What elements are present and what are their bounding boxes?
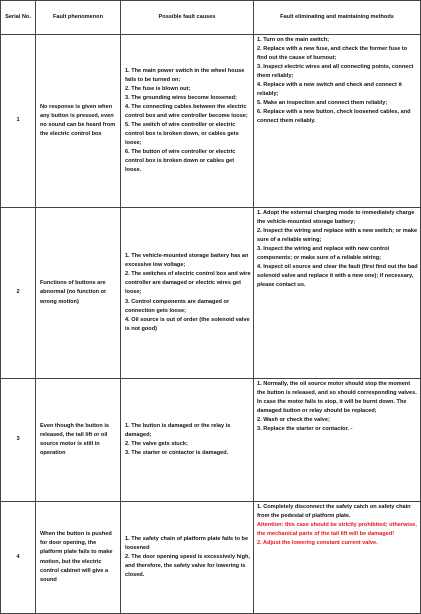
- causes-cell: [121, 35, 254, 208]
- method-item-warning: 2. Adjust the lowering constant current valve.: [257, 540, 378, 547]
- serial-cell: 1: [1, 35, 36, 208]
- method-item: 4. Replace with a new switch and check and connect it reliably;: [257, 82, 402, 98]
- serial-cell: 4: [1, 502, 36, 614]
- cause-item: 4. The connecting cables between the electric control box and wire controller become loose;: [125, 103, 248, 119]
- method-item: 3. Inspect electric wires and all connecting points, connect them reliably;: [257, 64, 414, 80]
- table-row: [1, 379, 421, 502]
- causes-cell: [121, 379, 254, 502]
- method-item: 2. Replace with a new fuse, and check the former fuse to find out the cause of burnout;: [257, 46, 408, 62]
- phenomenon-cell: No response is given when any button is pressed, even no sound can be heard from the electric control box: [36, 35, 121, 208]
- method-item: 1. Turn on the main switch;: [257, 37, 329, 43]
- method-item: 2. Inspect the wiring and replace with a new switch; or make sure of a reliable wiring;: [257, 228, 418, 244]
- method-item: 3. Inspect the wiring and replace with new control components; or make sure of a reliable wiring;: [257, 246, 390, 262]
- method-item: 1. Normally, the oil source motor should stop the moment the button is released, and so should corresponding valves. In case the motor fails to stop, it will be burnt down. The damaged button or relay should be replaced;: [257, 381, 417, 415]
- serial-cell: 2: [1, 208, 36, 379]
- method-item: 1. Completely disconnect the safety catch on safety chain from the pedestal of platform plate.: [257, 504, 411, 520]
- table-row: [1, 35, 421, 208]
- causes-cell: [121, 208, 254, 379]
- cause-item: 1. The button is damaged or the relay is damaged;: [125, 422, 231, 438]
- cause-item: 1. The vehicle-mounted storage battery has an excessive low voltage;: [125, 253, 249, 269]
- header-phenomenon: Fault phenomenon: [36, 1, 121, 35]
- method-item: 2. Wash or check the valve;: [257, 417, 330, 424]
- header-methods: Fault eliminating and maintaining methods: [254, 1, 421, 35]
- methods-cell: [254, 35, 421, 208]
- methods-cell: [254, 379, 421, 502]
- cause-item: 1. The main power switch in the wheel house fails to be turned on;: [125, 67, 245, 83]
- method-item: 1. Adopt the external charging mode to immediately charge the vehicle-mounted storage battery;: [257, 210, 415, 226]
- cause-item: 2. The fuse is blown out;: [125, 85, 191, 92]
- header-causes: Possible fault causes: [121, 1, 254, 35]
- cause-item: 3. Control components are damaged or connection gets loose;: [125, 298, 230, 314]
- cause-item: 2. The door opening speed is excessively high, and therefore, the safety valve for lowering is closed.: [125, 553, 250, 579]
- methods-cell: [254, 208, 421, 379]
- cause-item: 3. The grounding wires become loosened;: [125, 94, 237, 101]
- phenomenon-cell: Even though the button is released, the tail lift or oil source motor is still in operation: [36, 379, 121, 502]
- method-item: 6. Replace with a new button, check loosened cables, and connect them reliably.: [257, 109, 411, 125]
- methods-cell: [254, 502, 421, 614]
- causes-cell: [121, 502, 254, 614]
- cause-item: 4. Oil source is out of order (the solenoid valve is not good): [125, 316, 250, 332]
- method-item: 5. Make an inspection and connect them reliably;: [257, 100, 388, 107]
- cause-item: 2. The switches of electric control box and wire controller are damaged or electric wires get loose;: [125, 271, 251, 296]
- attention-warning: Attention: this case should be strictly prohibited; otherwise, the mechanical parts of the tail lift will be damaged!: [257, 522, 417, 538]
- table-row: [1, 208, 421, 379]
- cause-item: 6. The button of wire controller or electric control box is broken down or cables get loose.: [125, 149, 236, 174]
- serial-cell: 3: [1, 379, 36, 502]
- header-serial: Serial No.: [1, 1, 36, 35]
- cause-item: 2. The valve gets stuck;: [125, 441, 188, 447]
- table-row: [1, 502, 421, 614]
- cause-item: 1. The safety chain of platform plate fails to be loosened: [125, 535, 249, 551]
- table-header-row: [1, 1, 421, 35]
- cause-item: 5. The switch of wire controller or electric control box is broken down, or cables gets loose;: [125, 122, 239, 147]
- phenomenon-cell: When the button is pushed for door opening, the platform plate fails to make motion, but the electric control cabinet will give a sound: [36, 502, 121, 614]
- phenomenon-cell: Functions of buttons are abnormal (no function or wrong motion): [36, 208, 121, 379]
- method-item: 4. Inspect oil source and clear the fault (first find out the bad solenoid valve and replace it with a new one); if necessary, please contact us.: [257, 264, 418, 289]
- cause-item: 3. The starter or contactor is damaged.: [125, 450, 229, 457]
- method-item: 3. Replace the starter or contactor. -: [257, 426, 353, 433]
